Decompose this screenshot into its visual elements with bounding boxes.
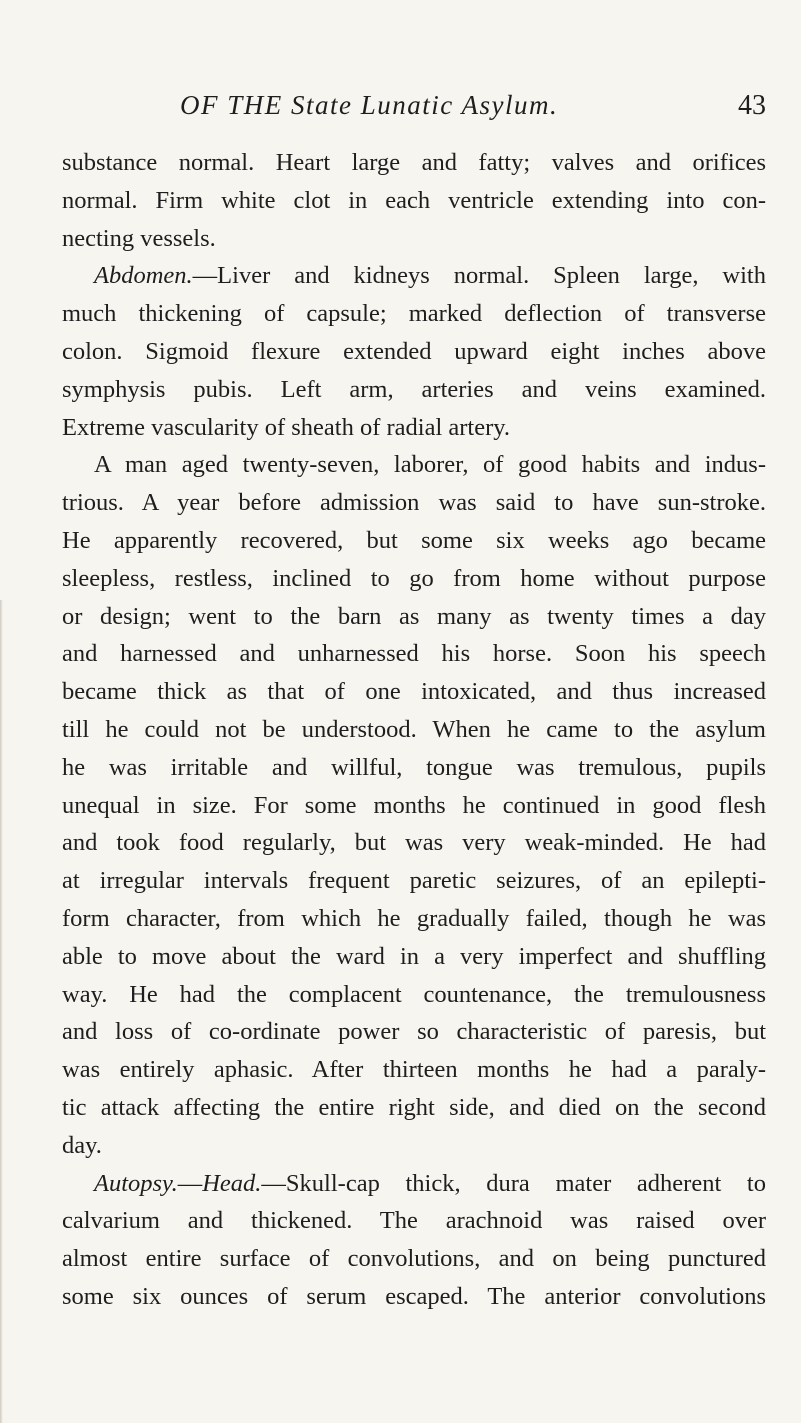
- section-heading-italic: Autopsy.: [94, 1169, 178, 1197]
- text-line: [62, 522, 766, 560]
- line-text: day.: [62, 1131, 102, 1159]
- text-line: [62, 635, 766, 673]
- text-line: [62, 673, 766, 711]
- section-heading-italic: Abdomen.: [94, 262, 193, 290]
- line-text: became thick as that of one intoxicated, and thus increased: [62, 678, 766, 706]
- line-text: normal. Firm white clot in each ventricle extending into con-: [62, 186, 766, 214]
- text-line: [62, 824, 766, 862]
- line-text: —Skull-cap thick, dura mater adherent to: [261, 1169, 766, 1197]
- line-text: he was irritable and willful, tongue was tremulous, pupils: [62, 753, 766, 781]
- line-text: —Liver and kidneys normal. Spleen large, with: [192, 262, 766, 290]
- line-text: was entirely aphasic. After thirteen months he had a paraly-: [62, 1056, 766, 1084]
- line-text: and took food regularly, but was very weak-minded. He had: [62, 829, 766, 857]
- line-text: Extreme vascularity of sheath of radial artery.: [62, 413, 511, 441]
- text-line: [62, 749, 766, 787]
- text-line: [62, 333, 766, 371]
- line-text: almost entire surface of convolutions, and on being punctured: [62, 1245, 766, 1273]
- text-line: [62, 257, 766, 295]
- text-line: [62, 900, 766, 938]
- text-line: [62, 1240, 766, 1278]
- body-text: [62, 144, 766, 1316]
- text-line: [62, 484, 766, 522]
- text-line: [62, 182, 766, 220]
- line-text: sleepless, restless, inclined to go from home without purpose: [62, 564, 766, 592]
- running-head-asylum: Asylum.: [461, 90, 559, 120]
- subsection-heading-italic: Head.: [202, 1169, 262, 1197]
- line-text: much thickening of capsule; marked deflection of transverse: [62, 300, 766, 328]
- line-text: way. He had the complacent countenance, the tremulousness: [62, 980, 766, 1008]
- line-text: A man aged twenty-seven, laborer, of good habits and indus-: [94, 451, 766, 479]
- line-text: trious. A year before admission was said to have sun-stroke.: [62, 489, 766, 517]
- page-edge-shadow: [0, 600, 3, 1423]
- line-text: at irregular intervals frequent paretic seizures, of an epilepti-: [62, 867, 766, 895]
- line-text: till he could not be understood. When he came to the asylum: [62, 715, 766, 743]
- page-number: 43: [738, 90, 766, 121]
- heading-dash: —: [177, 1169, 203, 1197]
- text-line: [62, 1165, 766, 1203]
- text-line: [62, 220, 766, 258]
- text-line: [62, 598, 766, 636]
- text-line: [62, 1278, 766, 1316]
- line-text: unequal in size. For some months he continued in good flesh: [62, 791, 766, 819]
- text-line: [62, 711, 766, 749]
- text-line: [62, 976, 766, 1014]
- text-line: [62, 938, 766, 976]
- text-line: [62, 1202, 766, 1240]
- text-line: [62, 862, 766, 900]
- line-text: some six ounces of serum escaped. The anterior convolutions: [62, 1282, 766, 1310]
- text-line: [62, 1013, 766, 1051]
- line-text: colon. Sigmoid flexure extended upward eight inches above: [62, 337, 766, 365]
- running-head-lunatic: Lunatic: [360, 90, 462, 120]
- line-text: or design; went to the barn as many as twenty times a day: [62, 602, 766, 630]
- text-line: [62, 787, 766, 825]
- line-text: able to move about the ward in a very imperfect and shuffling: [62, 942, 766, 970]
- text-line: [62, 1051, 766, 1089]
- line-text: necting vessels.: [62, 224, 216, 252]
- text-line: [62, 446, 766, 484]
- running-head-title: [180, 90, 558, 121]
- text-line: [62, 144, 766, 182]
- line-text: calvarium and thickened. The arachnoid was raised over: [62, 1207, 766, 1235]
- text-line: [62, 371, 766, 409]
- line-text: symphysis pubis. Left arm, arteries and veins examined.: [62, 375, 766, 403]
- running-head-of: OF THE: [180, 90, 291, 120]
- line-text: tic attack affecting the entire right side, and died on the second: [62, 1093, 766, 1121]
- line-text: form character, from which he gradually failed, though he was: [62, 904, 766, 932]
- text-line: [62, 560, 766, 598]
- line-text: substance normal. Heart large and fatty; valves and orifices: [62, 149, 766, 176]
- line-text: and loss of co-ordinate power so characteristic of paresis, but: [62, 1018, 766, 1046]
- text-line: [62, 409, 766, 447]
- text-line: [62, 295, 766, 333]
- running-head-state: State: [291, 90, 361, 120]
- text-line: [62, 1127, 766, 1165]
- line-text: He apparently recovered, but some six weeks ago became: [62, 526, 766, 554]
- line-text: and harnessed and unharnessed his horse. Soon his speech: [62, 640, 766, 668]
- running-head: [150, 90, 780, 130]
- text-line: [62, 1089, 766, 1127]
